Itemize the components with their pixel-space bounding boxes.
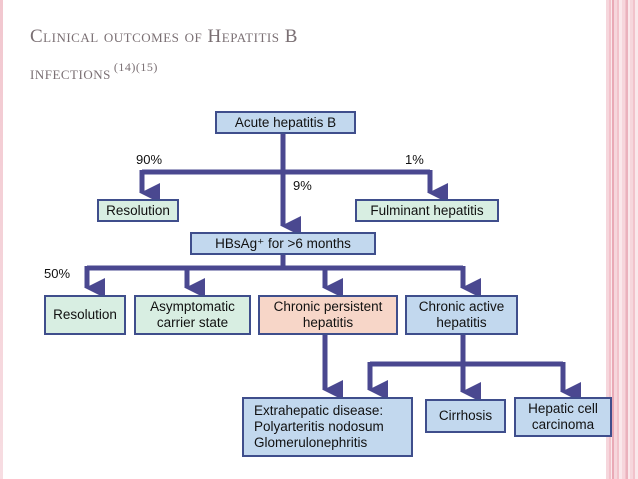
node-cirrhosis-label: Cirrhosis xyxy=(438,408,493,423)
node-carrier-line-2: carrier state xyxy=(156,315,229,330)
node-asymptomatic-carrier xyxy=(134,295,251,335)
node-hepatic-cell-carcinoma xyxy=(514,397,612,437)
node-hbsag-positive xyxy=(190,232,376,255)
node-persistent-line-2: hepatitis xyxy=(302,315,354,330)
title-line-1: Clinical outcomes of Hepatitis B xyxy=(30,26,298,47)
node-resolution-2-label: Resolution xyxy=(53,307,117,322)
node-carcinoma-line-2: carcinoma xyxy=(531,417,595,432)
node-chronic-persistent-hepatitis xyxy=(258,295,398,335)
title-line-2-text: infections xyxy=(30,63,111,84)
node-carcinoma-line-1: Hepatic cell xyxy=(528,401,598,416)
node-extrahepatic-line-3: Glomerulonephritis xyxy=(254,435,368,450)
node-hbsag-label: HBsAg⁺ for >6 months xyxy=(215,235,351,251)
node-persistent-line-1: Chronic persistent xyxy=(273,299,383,314)
label-1-percent: 1% xyxy=(405,152,424,167)
node-cirrhosis xyxy=(425,399,506,433)
node-fulminant-hepatitis xyxy=(355,199,499,222)
label-90-percent: 90% xyxy=(136,152,163,167)
node-resolution-label: Resolution xyxy=(106,202,170,218)
node-extrahepatic-line-1: Extrahepatic disease: xyxy=(254,403,384,418)
node-fulminant-label: Fulminant hepatitis xyxy=(370,202,484,218)
node-extrahepatic-line-2: Polyarteritis nodosum xyxy=(254,419,384,434)
node-acute-label: Acute hepatitis B xyxy=(234,114,337,130)
label-9-percent: 9% xyxy=(293,178,312,193)
label-50-percent: 50% xyxy=(44,266,71,281)
node-resolution-2 xyxy=(44,295,126,335)
node-active-line-2: hepatitis xyxy=(436,315,487,330)
node-carrier-line-1: Asymptomatic xyxy=(150,299,235,314)
node-extrahepatic-disease xyxy=(242,397,413,457)
node-chronic-active-hepatitis xyxy=(405,295,518,335)
node-active-line-1: Chronic active xyxy=(418,299,505,314)
node-resolution xyxy=(97,199,179,222)
title-references: (14)(15) xyxy=(113,60,158,74)
node-acute-hepatitis-b xyxy=(215,111,356,134)
